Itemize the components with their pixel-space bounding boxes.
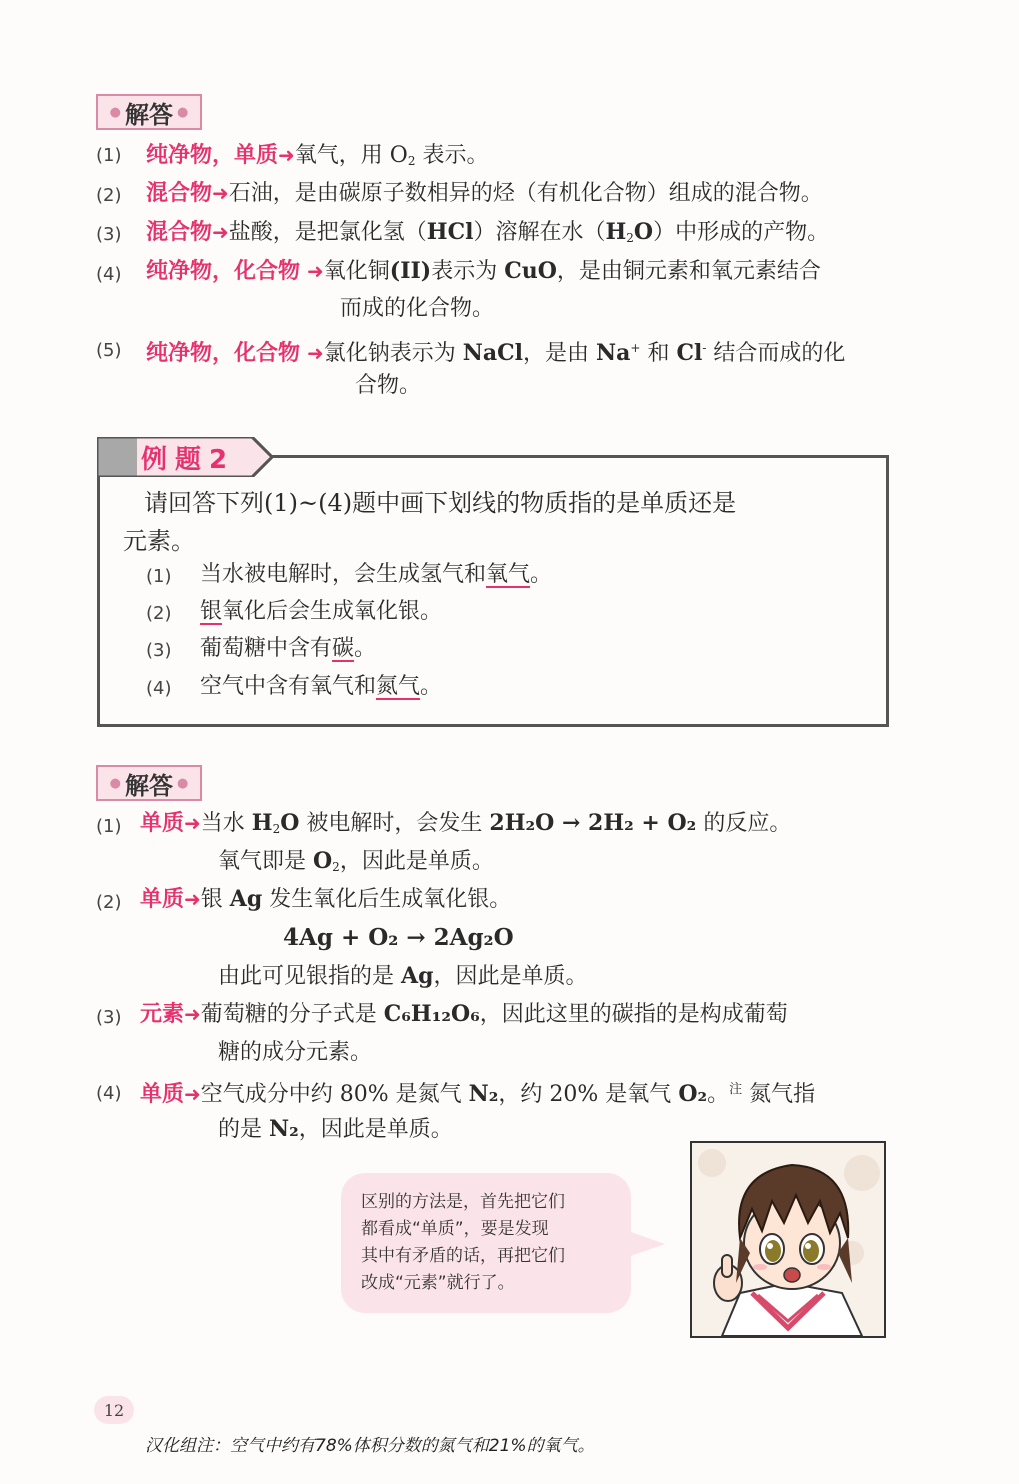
answer-row-4-cont: 而成的化合物。 bbox=[340, 296, 495, 321]
answer-text: 表示为 bbox=[431, 259, 505, 284]
answer-text: 结合而成的化 bbox=[706, 341, 846, 366]
example-text: 。 bbox=[530, 562, 553, 587]
answer2-row-1-cont: 氧气即是 $O_2$，因此是单质。 bbox=[218, 848, 494, 874]
answer-row-4 bbox=[146, 256, 821, 287]
arrow-icon: ➜ bbox=[184, 1002, 201, 1026]
example-label: 例题2 bbox=[141, 445, 236, 475]
answer-text: ）溶解在水（ bbox=[473, 220, 606, 245]
answer-keyword: 混合物 bbox=[146, 181, 213, 206]
bubble-line: 区别的方法是，首先把它们 bbox=[361, 1192, 565, 1212]
answer-text: 的反应。 bbox=[696, 811, 792, 836]
example-item-4 bbox=[200, 672, 442, 702]
item-number: (2) bbox=[96, 892, 122, 913]
answer-text: ，是由铜元素和氧元素结合 bbox=[556, 259, 821, 284]
footnote: 汉化组注：空气中约有78%体积分数的氮气和21%的氧气。 bbox=[145, 1436, 595, 1456]
answer-tag-label: 解答 bbox=[125, 771, 173, 800]
page-number: 12 bbox=[94, 1396, 134, 1424]
arrow-icon: ➜ bbox=[184, 887, 201, 911]
item-number: (2) bbox=[146, 603, 172, 624]
underlined-term: 氧气 bbox=[486, 562, 531, 587]
formula: HCl bbox=[426, 219, 474, 245]
bubble-line: 改成“元素”就行了。 bbox=[361, 1273, 515, 1293]
dot-icon: ● bbox=[177, 775, 189, 791]
formula: CuO bbox=[504, 258, 557, 284]
example-text: 葡萄糖中含有 bbox=[200, 636, 333, 661]
item-number: (3) bbox=[96, 224, 122, 245]
item-number: (1) bbox=[96, 145, 122, 166]
arrow-icon: ➜ bbox=[307, 259, 324, 283]
answer-text: ，是由 bbox=[523, 341, 597, 366]
speech-bubble bbox=[341, 1173, 631, 1313]
formula: N₂ bbox=[269, 1116, 299, 1142]
example-tab bbox=[97, 437, 273, 477]
example-question-line2: 元素。 bbox=[123, 527, 195, 555]
answer-text: 空气成分中约 80% 是氮气 bbox=[200, 1082, 469, 1107]
answer2-row-4-cont bbox=[218, 1114, 453, 1145]
item-number: (5) bbox=[96, 340, 122, 361]
formula: N₂ bbox=[468, 1081, 499, 1107]
answer-text: 被电解时，会发生 bbox=[299, 811, 490, 836]
answer-text: 当水 bbox=[200, 811, 252, 836]
example-item-1 bbox=[200, 560, 552, 590]
example-text: 空气中含有氧气和 bbox=[200, 674, 377, 699]
character-illustration bbox=[690, 1141, 886, 1338]
answer-text: 银 bbox=[200, 887, 230, 912]
formula: Cl bbox=[676, 340, 703, 366]
superscript: - bbox=[702, 341, 707, 355]
answer-row-5-cont: 合物。 bbox=[355, 373, 422, 398]
answer-tag-label: 解答 bbox=[125, 100, 173, 129]
example-text: 当水被电解时，会生成氢气和 bbox=[200, 562, 487, 587]
item-number: (3) bbox=[146, 640, 172, 661]
answer2-row-4 bbox=[140, 1075, 815, 1110]
underlined-term: 碳 bbox=[332, 636, 355, 661]
answer-text: 和 bbox=[640, 341, 677, 366]
answer-row-3 bbox=[146, 217, 829, 253]
answer-text: 氯化钠表示为 bbox=[323, 341, 463, 366]
answer-text: 氧气，用 O bbox=[294, 143, 408, 168]
answer-text: ，因此这里的碳指的是构成葡萄 bbox=[479, 1002, 788, 1027]
answer-text: 盐酸，是把氯化氢（ bbox=[228, 220, 427, 245]
subscript: 2 bbox=[626, 231, 634, 245]
example-text: 。 bbox=[420, 674, 443, 699]
subscript: 2 bbox=[407, 154, 416, 168]
answer-tag-2 bbox=[96, 765, 202, 801]
answer-text: ）中形成的产物。 bbox=[653, 220, 830, 245]
answer-text: 葡萄糖的分子式是 bbox=[200, 1002, 384, 1027]
example-question-line1: 请回答下列(1)~(4)题中画下划线的物质指的是单质还是 bbox=[144, 489, 737, 517]
arrow-icon: ➜ bbox=[184, 811, 201, 835]
answer-text: 氧化铜 bbox=[323, 259, 390, 284]
item-number: (1) bbox=[146, 566, 172, 587]
answer-text: ，因此是单质。 bbox=[433, 964, 588, 989]
superscript: + bbox=[630, 341, 641, 355]
answer-tag-1 bbox=[96, 94, 202, 130]
formula: NaCl bbox=[462, 340, 524, 366]
answer2-row-3 bbox=[140, 999, 788, 1030]
answer-keyword: 混合物 bbox=[146, 220, 213, 245]
arrow-icon: ➜ bbox=[184, 1082, 201, 1106]
answer-text: 表示。 bbox=[415, 143, 489, 168]
item-number: (3) bbox=[96, 1007, 122, 1028]
answer-keyword: 单质 bbox=[140, 1082, 185, 1107]
answer-keyword: 纯净物，单质 bbox=[146, 143, 279, 168]
reaction-formula: 2H₂O → 2H₂ + O₂ bbox=[489, 810, 697, 836]
answer-text: 发生氧化后生成氧化银。 bbox=[262, 887, 512, 912]
dot-icon: ● bbox=[109, 104, 121, 120]
formula: (II) bbox=[389, 258, 432, 284]
formula: O₂ bbox=[678, 1081, 708, 1107]
example-text: 氧化后会生成氧化银。 bbox=[222, 599, 443, 624]
example-text: 。 bbox=[354, 636, 377, 661]
example-item-3 bbox=[200, 634, 376, 664]
bubble-tail bbox=[625, 1230, 665, 1258]
arrow-icon: ➜ bbox=[278, 143, 295, 167]
character-girl-icon bbox=[692, 1143, 884, 1336]
answer-text: ，约 20% 是氧气 bbox=[498, 1082, 679, 1107]
bubble-line: 都看成“单质”，要是发现 bbox=[361, 1219, 549, 1239]
example-item-2 bbox=[200, 597, 442, 627]
arrow-icon: ➜ bbox=[307, 341, 324, 365]
arrow-icon: ➜ bbox=[212, 220, 229, 244]
answer2-row-2 bbox=[140, 884, 511, 915]
formula: C₆H₁₂O₆ bbox=[383, 1001, 480, 1027]
equation: 4Ag + O₂ → 2Ag₂O bbox=[283, 924, 514, 951]
answer-text: 氧气即是 bbox=[218, 849, 313, 874]
answer-keyword: 单质 bbox=[140, 887, 185, 912]
formula: H bbox=[605, 219, 627, 245]
note-mark: 注 bbox=[729, 1082, 743, 1097]
item-number: (4) bbox=[146, 678, 172, 699]
dot-icon: ● bbox=[109, 775, 121, 791]
answer-keyword: 纯净物，化合物 bbox=[146, 341, 301, 366]
answer-text: 氮气指 bbox=[742, 1082, 816, 1107]
bubble-line: 其中有矛盾的话，再把它们 bbox=[361, 1246, 565, 1266]
item-number: (4) bbox=[96, 1083, 122, 1104]
answer-row-5 bbox=[146, 333, 845, 369]
formula: H bbox=[251, 810, 273, 836]
answer-row-2 bbox=[146, 178, 823, 209]
answer-keyword: 纯净物，化合物 bbox=[146, 259, 301, 284]
item-number: (2) bbox=[96, 185, 122, 206]
arrow-icon: ➜ bbox=[212, 181, 229, 205]
formula: Ag bbox=[229, 886, 263, 912]
answer-text: 的是 bbox=[218, 1117, 269, 1142]
answer2-row-2-cont bbox=[218, 961, 587, 992]
underlined-term: 氮气 bbox=[376, 674, 421, 699]
answer-row-1 bbox=[146, 140, 488, 176]
formula: Na bbox=[596, 340, 631, 366]
answer-text: ，因此是单质。 bbox=[339, 849, 494, 874]
item-number: (1) bbox=[96, 816, 122, 837]
answer-keyword: 元素 bbox=[140, 1002, 185, 1027]
formula: O bbox=[633, 219, 654, 245]
dot-icon: ● bbox=[177, 104, 189, 120]
answer-keyword: 单质 bbox=[140, 811, 185, 836]
answer2-row-1: 单质➜当水 $H_2O$ 被电解时，会发生 2H₂O → 2H₂ + O₂ 的反应。 bbox=[140, 810, 792, 836]
answer-text: 。 bbox=[707, 1082, 730, 1107]
underlined-term: 银 bbox=[200, 599, 223, 624]
answer-text: 由此可见银指的是 bbox=[218, 964, 401, 989]
formula: Ag bbox=[401, 963, 434, 989]
answer-text: 石油，是由碳原子数相异的烃（有机化合物）组成的混合物。 bbox=[228, 181, 823, 206]
formula: O bbox=[313, 848, 333, 874]
item-number: (4) bbox=[96, 264, 122, 285]
answer2-row-3-cont: 糖的成分元素。 bbox=[218, 1040, 373, 1065]
answer-text: ，因此是单质。 bbox=[298, 1117, 453, 1142]
